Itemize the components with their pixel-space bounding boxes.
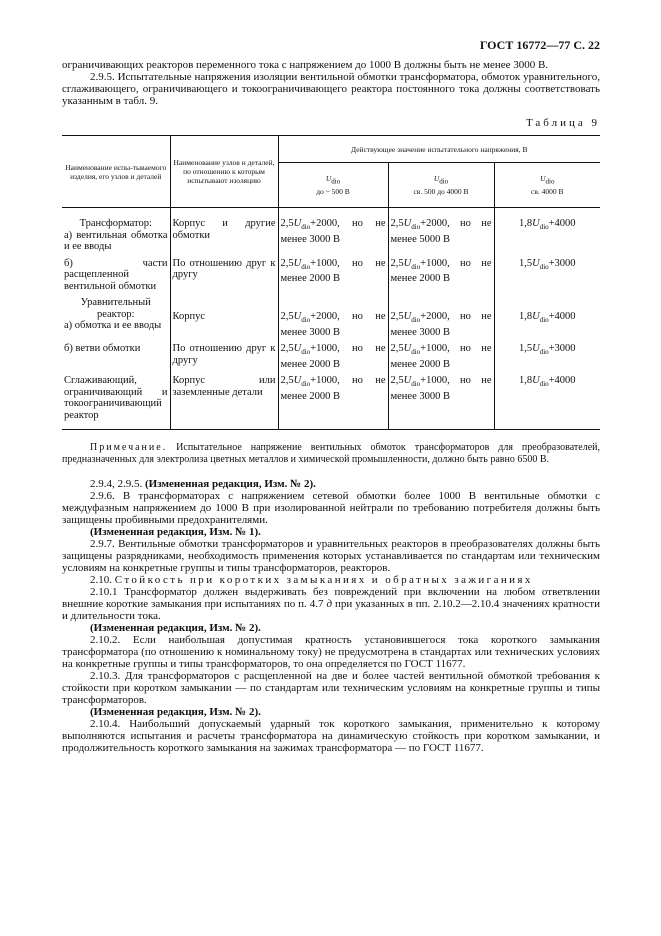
cell-item: [62, 375, 170, 430]
cell-voltage-high: $1,8U_{dio}+4000$: [518, 311, 576, 325]
cell-voltage-low: $2,5U_{dio}+1000$, но не менее 2000 В: [278, 258, 388, 298]
row-item-name: а) обмотка и ее вводы: [64, 320, 162, 331]
cell-relative: По отношению друг к другу: [170, 343, 278, 375]
row-item-name: Сглаживающий, ограничивающий и токоограничивающий реактор: [64, 375, 168, 421]
row-item-name: б) части расщепленной вентильной обмотки: [64, 257, 168, 292]
section-2-10-heading: 2.10. Стойкость при коротких замыканиях и обратных зажиганиях: [90, 574, 533, 587]
row-group-title: Трансформатор:: [79, 218, 152, 229]
paragraph-2-9-7: 2.9.7. Вентильные обмотки трансформаторов и уравнительных реакторов в преобразователях должны быть защищены разрядниками, необходимость применения которых устанавливается по стандартам или техническим условиям на конкретные группы и типы трансформаторов, реакторов.: [62, 538, 600, 575]
cell-voltage-high: $1,5U_{dio}+3000$: [518, 343, 576, 357]
intro-paragraph-1: ограничивающих реакторов переменного тока с напряжением до 1000 В должны быть не менее 3000 В.: [62, 59, 549, 71]
cell-item: [62, 297, 170, 343]
cell-relative: Корпус: [170, 297, 278, 343]
amendment-1: (Измененная редакция, Изм. № 1).: [90, 526, 261, 539]
cell-voltage-mid: $2,5U_{dio}+1000$, но не менее 2000 В: [388, 258, 494, 298]
paragraph-2-9-6: 2.9.6. В трансформаторах с напряжением сетевой обмотки более 1000 В вентильные обмотки с междуфазным напряжением до 1000 В при изолированной нейтрали по требованию потребителя должны быть защищены пробивными предохранителями.: [62, 490, 600, 527]
sub-header-1: $U_{dio}$ до ~ 500 В: [278, 163, 388, 208]
amendment-2a: (Измененная редакция, Изм. № 2).: [90, 622, 261, 635]
row-item-name: а) вентильная обмотка и ее вводы: [64, 229, 168, 252]
row-item-name: б) ветви обмотки: [64, 343, 141, 355]
row-group-title: Уравнительный реактор:: [80, 297, 151, 320]
table-row: [62, 375, 600, 430]
col-header-item: Наименование испы-тываемого изделия, его узлов и деталей: [62, 136, 170, 208]
intro-paragraph-2: 2.9.5. Испытательные напряжения изоляции вентильной обмотки трансформатора, обмоток уравнительного, сглаживающего, ограничивающего и токоограничивающего реактора постоянного тока должны соответствовать указанным в табл. 9.: [62, 71, 600, 107]
col-header-group: Действующее значение испытательного напряжения, В: [278, 136, 600, 163]
paragraph-2-10-4: 2.10.4. Наибольший допускаемый ударный ток короткого замыкания, применительно к которому выполняются испытания и расчеты трансформатора на динамическую стойкость при коротком замыкании, и продолжительность короткого замыкания на зажимах трансформатора — по ГОСТ 11677.: [62, 718, 600, 755]
sub-header-3: $U_{dio}$ св. 4000 В: [494, 163, 600, 208]
voltage-table: [62, 135, 600, 430]
paragraph-2-10-2: 2.10.2. Если наибольшая допустимая кратность установившегося тока короткого замыкания трансформатора (по отношению к номинальному току) не предусмотрена в стандартах или технических условиях на конкретные группы и типы трансформаторов, то она определяется по ГОСТ 11677.: [62, 634, 600, 671]
table-row: [62, 297, 600, 343]
cell-voltage-mid: $2,5U_{dio}+2000$, но не менее 5000 В: [388, 208, 494, 258]
col-header-relative: Наименование узлов и деталей, по отношению к которым испытывают изоляцию: [170, 136, 278, 208]
amendment-2b: (Измененная редакция, Изм. № 2).: [90, 706, 261, 719]
cell-voltage-high: $1,8U_{dio}+4000$: [518, 218, 576, 232]
cell-voltage-low: $2,5U_{dio}+1000$, но не менее 2000 В: [278, 343, 388, 375]
cell-voltage-high: $1,5U_{dio}+3000$: [518, 257, 576, 271]
table-row: [62, 343, 600, 375]
table-caption: Таблица 9: [525, 117, 600, 129]
table-row: [62, 208, 600, 258]
paragraph-2-10-3: 2.10.3. Для трансформаторов с расщепленной на две и более частей вентильной обмоткой требования к стойкости при коротком замыкании — по стандартам или техническим условиям на конкретные группы и типы трансформаторов.: [62, 670, 600, 707]
table-row: [62, 258, 600, 298]
cell-voltage-low: $2,5U_{dio}+2000$, но не менее 3000 В: [278, 297, 388, 343]
cell-voltage-mid: $2,5U_{dio}+1000$, но не менее 2000 В: [388, 343, 494, 375]
cell-item: [62, 208, 170, 258]
paragraph-2-10-1: 2.10.1 Трансформатор должен выдерживать без повреждений при включении на любом ответвлении внешние короткие замыкания при испытаниях по п. 4.7 д при указанных в пп. 2.10.2—2.10.4 значениях кратности и длительности тока.: [62, 586, 601, 623]
cell-item: [62, 343, 170, 375]
cell-voltage-low: $2,5U_{dio}+2000$, но не менее 3000 В: [278, 208, 388, 258]
cell-relative: По отношению друг к другу: [170, 258, 278, 298]
sub-header-2: $U_{dio}$ св. 500 до 4000 В: [388, 163, 494, 208]
page-header: ГОСТ 16772—77 С. 22: [479, 38, 600, 52]
cell-voltage-mid: $2,5U_{dio}+2000$, но не менее 3000 В: [388, 297, 494, 343]
cell-item: [62, 258, 170, 298]
document-page: [62, 38, 600, 754]
cell-voltage-high: $1,8U_{dio}+4000$: [494, 375, 600, 430]
cell-relative: Корпус или заземленные детали: [170, 375, 278, 430]
cell-relative: Корпус и другие обмотки: [170, 208, 278, 258]
cell-voltage-mid: $2,5U_{dio}+1000$, но не менее 3000 В: [388, 375, 494, 430]
table-note: Примечание. Испытательное напряжение вентильных обмоток трансформаторов для преобразователей, предназначенных для электролиза цветных металлов и химической промышленности, должно быть равно 6500 В.: [62, 442, 600, 466]
paragraph-2-9-4: 2.9.4, 2.9.5. (Измененная редакция, Изм. № 2).: [90, 478, 316, 491]
cell-voltage-low: $2,5U_{dio}+1000$, но не менее 2000 В: [278, 375, 388, 430]
